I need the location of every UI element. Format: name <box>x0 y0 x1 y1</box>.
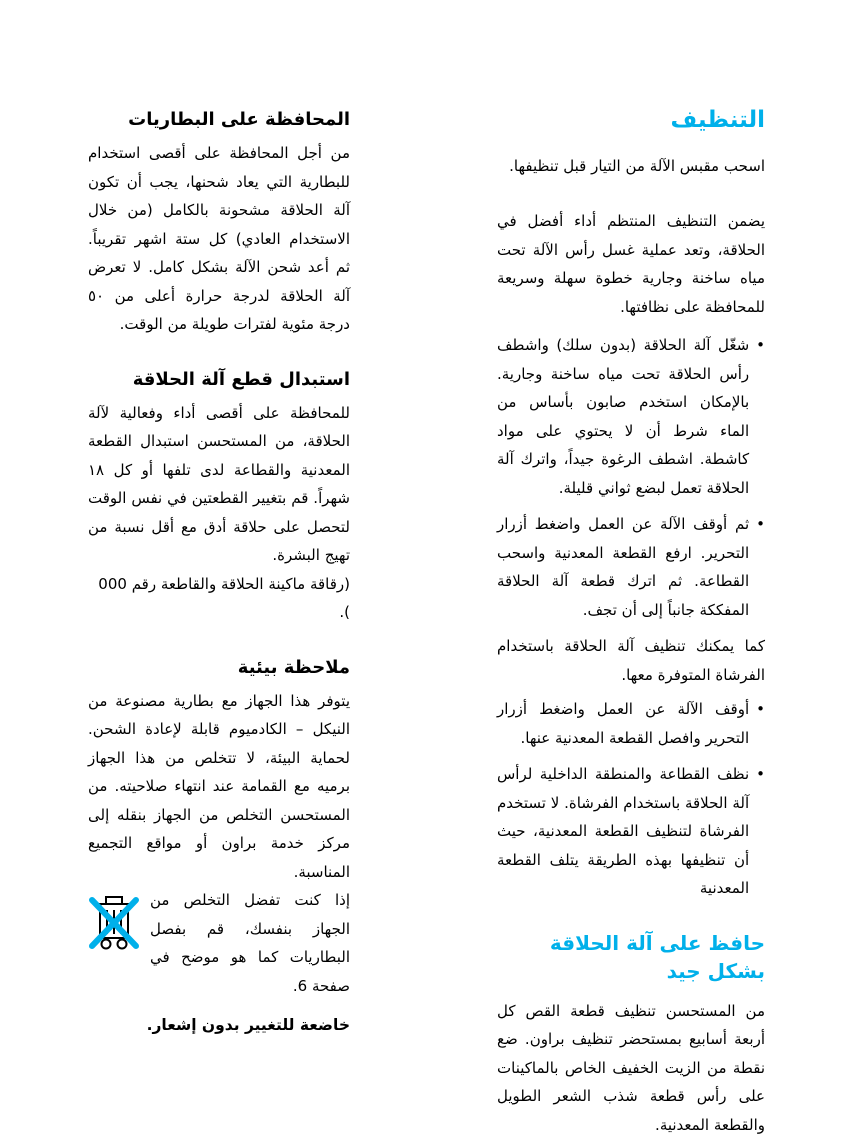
replace-paragraph: للمحافظة على أقصى أداء وفعالية لآلة الحلاقة، من المستحسن استبدال القطعة المعدنية والقطاعة لدى تلفها أو كل ١٨ شهراً. قم بتغيير القطعتين في نفس الوقت لتحصل على حلاقة أدق مع أقل نسبة من تهيج البشرة. <box>88 403 350 564</box>
bullet-text: نظف القطاعة والمنطقة الداخلية لرأس آلة الحلاقة باستخدام الفرشاة. لا تستخدم الفرشاة لتنظيف القطعة المعدنية، حيث أن تنظيفها بهذه الطريقة يتلف القطعة المعدنية <box>497 765 750 898</box>
bullet-icon: • <box>756 765 765 784</box>
bullet-text: أوقف الآلة عن العمل واضغط أزرار التحرير وافصل القطعة المعدنية عنها. <box>497 700 750 747</box>
bullet-text: شغّل آلة الحلاقة (بدون سلك) واشطف رأس الحلاقة تحت مياه ساخنة وجارية. بالإمكان استخدم صابون بأساس من الماء شرط أن لا يحتوي على مواد كاشطة. اشطف الرغوة جيداً، واترك آلة الحلاقة تعمل لبضع ثواني قليلة. <box>497 336 750 497</box>
replace-part-number: (رقاقة ماكينة الحلاقة والقاطعة رقم 000 ). <box>98 574 350 621</box>
environment-paragraph-2-wrap <box>88 886 350 1000</box>
list-item <box>497 695 765 752</box>
battery-paragraph: من أجل المحافظة على أقصى استخدام للبطارية التي يعاد شحنها، يجب أن تكون آلة الحلاقة مشحونة بالكامل (من خلال الاستخدام العادي) كل ستة اشهر تقريباً. ثم أعد شحن الآلة بشكل كامل. لا تعرض آلة الحلاقة لدرجة حرارة أعلى من ٥٠ درجة مئوية لفترات طويلة من الوقت. <box>88 144 350 333</box>
cleaning-paragraph-brush: كما يمكنك تنظيف آلة الحلاقة باستخدام الفرشاة المتوفرة معها. <box>497 637 765 684</box>
crossed-out-bin-icon <box>88 888 140 954</box>
bullet-icon: • <box>756 515 765 534</box>
cleaning-paragraph-intro: يضمن التنظيف المنتظم أداء أفضل في الحلاقة، وتعد عملية غسل رأس الآلة تحت مياه ساخنة وجارية خطوة سهلة وسريعة للمحافظة على نظافتها. <box>497 212 765 316</box>
left-column <box>88 106 350 1034</box>
section-title-keep-in-shape: حافظ على آلة الحلاقة بشكل جيد <box>549 930 765 983</box>
environment-paragraph-2: إذا كنت تفضل التخلص من الجهاز بنفسك، قم بفصل البطاريات كما هو موضح في صفحة 6. <box>150 891 350 995</box>
list-item <box>497 510 765 624</box>
section-title-replace-parts: استبدال قطع آلة الحلاقة <box>132 368 350 390</box>
list-item <box>497 331 765 502</box>
bullet-text: ثم أوقف الآلة عن العمل واضغط أزرار التحرير. ارفع القطعة المعدنية واسحب القطاعة. ثم اترك قطعة آلة الحلاقة المفككة جانباً إلى أن تجف. <box>497 515 750 619</box>
right-column <box>497 106 765 1134</box>
environment-paragraph-1: يتوفر هذا الجهاز مع بطارية مصنوعة من النيكل – الكادميوم قابلة لإعادة الشحن. لحماية البيئة، لا تتخلص من هذا الجهاز برميه مع القمامة عند انتهاء صلاحيته. من المستحسن التخلص من الجهاز بنقله إلى مركز خدمة براون أو مواقع التجميع المناسبة. <box>88 691 350 881</box>
maintain-paragraph: من المستحسن تنظيف قطعة القص كل أربعة أسابيع بمستحضر تنظيف براون. ضع نقطة من الزيت الخفيف الخاص بالماكينات على رأس قطعة شذب الشعر الطويل والقطعة المعدنية. <box>497 1001 765 1134</box>
section-title-battery: المحافظة على البطاريات <box>128 109 350 130</box>
list-item <box>497 760 765 903</box>
subject-to-change-note: خاضعة للتغيير بدون إشعار. <box>146 1016 350 1034</box>
section-title-environment: ملاحظة بيئية <box>237 656 350 678</box>
bullet-icon: • <box>756 336 765 355</box>
cleaning-paragraph-unplug: اسحب مقبس الآلة من التيار قبل تنظيفها. <box>509 156 765 175</box>
bullet-icon: • <box>756 700 765 719</box>
section-title-cleaning: التنظيف <box>670 107 765 133</box>
